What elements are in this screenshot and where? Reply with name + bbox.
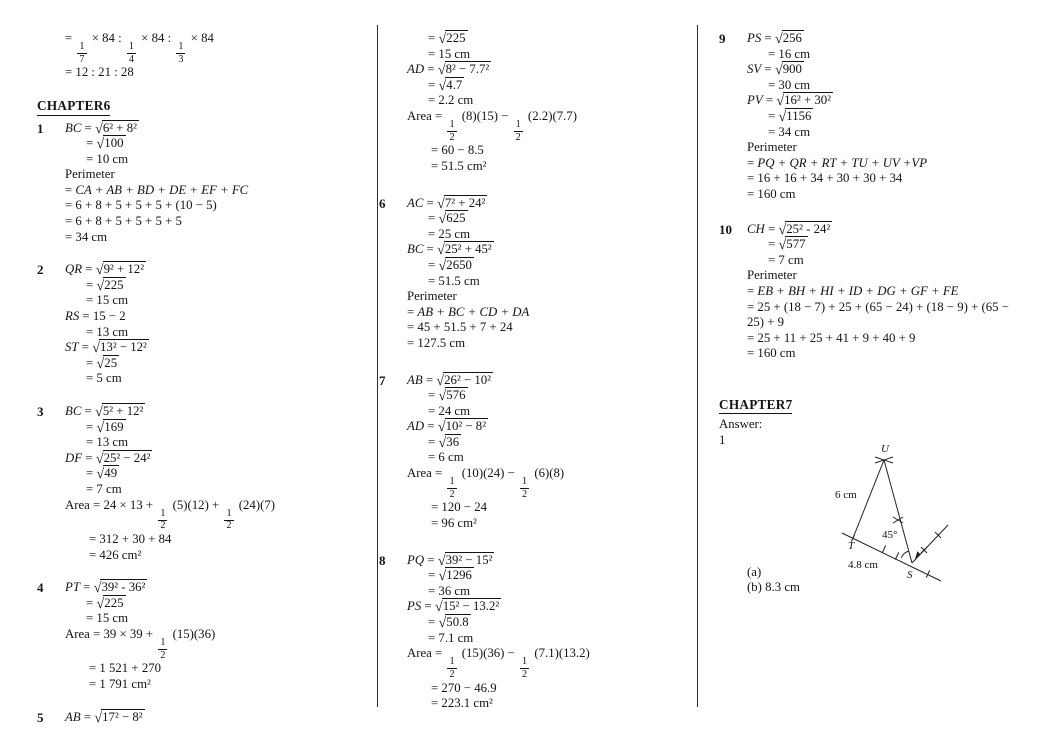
math-line: = 270 − 46.9 — [431, 680, 497, 695]
italic-variable: EB + BH + HI + ID + DG + GF + FE — [757, 283, 959, 298]
fraction — [127, 42, 136, 65]
vertex-label-T: T — [848, 540, 855, 552]
radicand: 1296 — [446, 568, 472, 583]
square-root — [438, 553, 495, 567]
math-line: = 5 cm — [86, 371, 122, 386]
radicand: 100 — [104, 136, 124, 151]
problem-number: 1 — [37, 120, 44, 136]
math-line: = √625 — [428, 211, 466, 228]
math-line: = 1 791 cm² — [89, 676, 151, 691]
radicand: 6² + 8² — [102, 120, 137, 135]
column-divider-right — [697, 25, 698, 707]
denominator: 2 — [515, 131, 521, 143]
math-line: DF = √25² − 24² — [65, 450, 151, 467]
italic-variable: RS — [65, 309, 80, 324]
radical-sign: √ — [778, 108, 787, 125]
radical-sign: √ — [96, 136, 105, 153]
radicand: 26² − 10² — [444, 372, 492, 387]
square-root — [438, 31, 467, 45]
math-line: = 312 + 30 + 84 — [89, 531, 172, 546]
italic-variable: AD — [407, 419, 425, 434]
math-line: Area = 39 × 39 + $\frac{1}{2}$ (15)(36) — [65, 626, 216, 661]
math-line: = 34 cm — [768, 124, 811, 139]
square-root — [437, 62, 492, 79]
math-line: = 51.5 cm — [428, 273, 480, 288]
problem-4 — [37, 580, 375, 692]
italic-variable: QR — [65, 262, 83, 277]
italic-variable: PQ — [407, 552, 425, 567]
math-line: = 13 cm — [86, 435, 129, 450]
square-root — [94, 710, 144, 724]
denominator: 2 — [449, 131, 455, 143]
radicand: 49 — [104, 466, 118, 481]
radicand: 1156 — [786, 108, 812, 123]
math-line: = CA + AB + BD + DE + EF + FC — [65, 182, 249, 197]
math-line: = 10 cm — [86, 151, 129, 166]
italic-variable: AB — [407, 372, 423, 387]
square-root — [438, 435, 461, 449]
problem-2 — [37, 262, 375, 387]
math-line: = √100 — [86, 136, 124, 153]
math-line: AB = √26² − 10² — [407, 372, 492, 389]
math-line: = 51.5 cm² — [431, 158, 487, 173]
fraction — [447, 120, 456, 143]
radical-sign: √ — [93, 580, 102, 597]
problem-8 — [379, 553, 695, 712]
math-line: CH = √25² - 24² — [747, 221, 831, 238]
numerator: 1 — [514, 120, 523, 132]
italic-variable: PS — [747, 31, 762, 45]
numerator: 1 — [520, 657, 529, 669]
math-line: = √225 — [86, 277, 124, 294]
math-line: = 6 + 8 + 5 + 5 + 5 + 5 — [65, 214, 182, 229]
math-line: AC = √7² + 24² — [407, 195, 486, 212]
problem-number: 6 — [379, 195, 386, 211]
math-line: = 1 521 + 270 — [89, 661, 162, 676]
denominator: 2 — [449, 488, 455, 500]
radicand: 225 — [104, 595, 124, 610]
numerator: 1 — [176, 42, 185, 54]
radicand: 576 — [446, 388, 466, 403]
fraction — [158, 638, 167, 661]
square-root — [92, 340, 149, 357]
square-root — [96, 278, 125, 292]
math-line: Perimeter — [747, 268, 797, 283]
ratio-continuation — [37, 31, 375, 81]
radical-sign: √ — [438, 257, 447, 274]
math-line: = 16 + 16 + 34 + 30 + 30 + 34 — [747, 171, 903, 186]
italic-variable: PQ + QR + RT + TU + UV +VP — [757, 155, 928, 170]
fraction — [158, 509, 167, 532]
radical-sign: √ — [94, 709, 103, 726]
fraction — [77, 42, 86, 65]
math-line: BC = √25² + 45² — [407, 242, 492, 259]
square-root — [438, 615, 470, 632]
radicand: 17² − 8² — [102, 709, 143, 724]
radical-sign: √ — [436, 195, 445, 212]
radicand: 39² - 36² — [101, 580, 146, 595]
square-root — [436, 373, 493, 387]
problem-number: 10 — [719, 221, 732, 237]
problem-number: 5 — [37, 709, 44, 725]
math-line: = 223.1 cm² — [431, 696, 493, 711]
square-root — [93, 580, 148, 597]
math-line: = √36 — [428, 434, 460, 451]
problem-10 — [719, 222, 1051, 362]
radical-sign: √ — [438, 568, 447, 585]
problem-5 — [37, 710, 375, 726]
radicand: 577 — [786, 237, 806, 252]
problem-number: 3 — [37, 404, 44, 419]
radicand: 256 — [782, 31, 802, 45]
math-line: (a) — [747, 564, 762, 579]
math-line: = 13 cm — [86, 324, 129, 339]
square-root — [778, 109, 813, 123]
problem-9 — [719, 31, 1051, 203]
square-root — [778, 222, 832, 236]
numerator: 1 — [158, 509, 167, 521]
problem-number: 9 — [719, 31, 726, 46]
math-line: = 34 cm — [65, 229, 108, 244]
square-root — [95, 121, 139, 135]
math-line: PS = √256 — [747, 31, 802, 47]
denominator: 2 — [522, 668, 528, 680]
square-root — [96, 466, 119, 483]
square-root — [96, 356, 119, 370]
radical-sign: √ — [438, 31, 447, 47]
column-1 — [37, 0, 375, 742]
italic-variable: DF — [65, 450, 83, 465]
chapter6-heading — [37, 98, 375, 119]
math-line: = √25 — [86, 355, 118, 372]
math-line: Perimeter — [65, 167, 115, 182]
math-line: = 2.2 cm — [428, 93, 474, 108]
italic-variable: PT — [65, 580, 80, 595]
math-line: (b) 8.3 cm — [747, 580, 800, 595]
square-root — [96, 420, 125, 434]
denominator: 2 — [160, 520, 166, 532]
math-line: Perimeter — [747, 140, 797, 155]
radical-sign: √ — [437, 419, 446, 436]
radical-sign: √ — [438, 434, 447, 451]
square-root — [96, 136, 125, 153]
italic-variable: AB — [65, 709, 81, 724]
math-line: SV = √900 — [747, 62, 802, 79]
math-line: BC = √6² + 8² — [65, 120, 137, 137]
numerator: 1 — [127, 42, 136, 54]
math-line: = 160 cm — [747, 346, 796, 361]
radical-sign: √ — [774, 31, 783, 47]
math-line: = √225 — [86, 595, 124, 612]
triangle-construction-diagram — [830, 438, 962, 594]
chapter-heading: CHAPTER6 — [37, 98, 110, 116]
side-UT — [853, 460, 884, 538]
square-root — [96, 596, 125, 610]
side-length-label: 6 cm — [835, 489, 857, 501]
math-line: Answer: — [719, 417, 763, 432]
column-divider-left — [377, 25, 378, 707]
italic-variable: AD — [407, 62, 425, 77]
math-line: = √50.8 — [428, 615, 469, 632]
problem-number: 8 — [379, 552, 386, 568]
math-line: 1 — [719, 432, 726, 447]
math-line: = √225 — [428, 31, 466, 47]
math-line: Perimeter — [407, 289, 457, 304]
radical-sign: √ — [96, 595, 105, 612]
radical-sign: √ — [776, 93, 785, 110]
square-root — [436, 242, 494, 259]
math-line: = 25 cm — [428, 226, 471, 241]
math-line: AD = √8² − 7.7² — [407, 62, 490, 79]
radical-sign: √ — [434, 599, 443, 616]
denominator: 2 — [522, 488, 528, 500]
radicand: 225 — [104, 277, 124, 292]
fraction — [514, 120, 523, 143]
math-line: = 12 : 21 : 28 — [65, 65, 134, 80]
numerator: 1 — [224, 509, 233, 521]
chapter-heading: CHAPTER7 — [719, 397, 792, 415]
math-line: = 7.1 cm — [428, 630, 474, 645]
radical-sign: √ — [778, 237, 787, 254]
square-root — [438, 211, 467, 228]
math-line: QR = √9² + 12² — [65, 262, 145, 279]
radicand: 8² − 7.7² — [445, 62, 490, 77]
math-line: = √577 — [768, 237, 806, 254]
math-line: = √4.7 — [428, 77, 463, 94]
italic-variable: PV — [747, 93, 763, 108]
math-line: = 6 cm — [428, 450, 464, 465]
numerator: 1 — [77, 42, 86, 54]
math-line: PT = √39² - 36² — [65, 580, 146, 597]
square-root — [776, 93, 833, 110]
radical-sign: √ — [94, 404, 103, 420]
math-line: = 25 + 11 + 25 + 41 + 9 + 40 + 9 — [747, 330, 916, 345]
radical-sign: √ — [438, 615, 447, 632]
angle-label: 45° — [882, 529, 898, 541]
radical-sign: √ — [774, 62, 783, 79]
math-line: = 36 cm — [428, 583, 471, 598]
problem-5-continued — [379, 31, 695, 175]
denominator: 3 — [178, 53, 184, 65]
math-line: ST = √13² − 12² — [65, 340, 147, 357]
italic-variable: BC — [65, 120, 82, 135]
numerator: 1 — [158, 638, 167, 650]
math-line: = 15 cm — [86, 293, 129, 308]
radical-sign: √ — [96, 466, 105, 483]
radicand: 10² − 8² — [445, 419, 487, 434]
fraction — [176, 42, 185, 65]
math-line: = 60 − 8.5 — [431, 143, 484, 158]
math-line: Area = 24 × 13 + $\frac{1}{2}$ (5)(12) + $\frac{1}{2}$ (24)(7) — [65, 497, 276, 532]
radical-sign: √ — [436, 242, 445, 259]
math-line: PQ = √39² − 15² — [407, 552, 493, 569]
radical-sign: √ — [96, 355, 105, 372]
base-length-label: 4.8 cm — [848, 559, 878, 571]
tick-base — [895, 552, 898, 559]
italic-variable: AC — [407, 195, 424, 210]
math-line: = √169 — [86, 419, 124, 436]
math-line: = 24 cm — [428, 403, 471, 418]
math-line: PV = √16² + 30² — [747, 93, 832, 110]
radicand: 16² + 30² — [784, 93, 832, 108]
italic-variable: PS — [407, 599, 422, 614]
math-line: = √2650 — [428, 257, 472, 274]
denominator: 4 — [128, 53, 134, 65]
math-line: = AB + BC + CD + DA — [407, 304, 530, 319]
math-line: Area = $\frac{1}{2}$ (10)(24) − $\frac{1}{2}$ (6)(8) — [407, 466, 565, 500]
radicand: 25² + 45² — [444, 242, 492, 257]
italic-variable: AB + BC + CD + DA — [417, 304, 530, 319]
denominator: 7 — [79, 53, 85, 65]
radicand: 169 — [104, 419, 124, 434]
math-line: = 6 + 8 + 5 + 5 + 5 + (10 − 5) — [65, 198, 217, 213]
radical-sign: √ — [95, 450, 104, 467]
radicand: 25 — [104, 355, 118, 370]
problem-number: 7 — [379, 372, 386, 388]
math-line: Area = $\frac{1}{2}$ (8)(15) − $\frac{1}{2}$ (2.2)(7.7) — [407, 108, 577, 143]
math-line: = 96 cm² — [431, 516, 477, 531]
radicand: 7² + 24² — [444, 195, 486, 210]
radical-sign: √ — [437, 62, 446, 79]
vertex-label-S: S — [907, 569, 913, 581]
radical-sign: √ — [436, 372, 445, 389]
problem-number: 2 — [37, 262, 44, 278]
fraction — [447, 477, 456, 500]
square-root — [438, 568, 473, 585]
problem-6 — [379, 196, 695, 352]
math-line: = √1296 — [428, 568, 472, 585]
radicand: 9² + 12² — [103, 262, 145, 277]
math-line: RS = 15 − 2 — [65, 309, 126, 324]
fraction — [520, 477, 529, 500]
math-line: = 120 − 24 — [431, 500, 488, 515]
angle-arc-S — [901, 551, 909, 558]
radical-sign: √ — [438, 388, 447, 405]
tick-base — [882, 545, 885, 552]
math-line: = $\frac{1}{7}$ × 84 : $\frac{1}{4}$ × 84 : $\frac{1}{3}$ × 84 — [65, 31, 214, 65]
math-line: = 426 cm² — [89, 547, 142, 562]
math-line: = 7 cm — [86, 481, 122, 496]
problem-7 — [379, 373, 695, 532]
radicand: 36 — [446, 434, 460, 449]
square-root — [775, 31, 804, 45]
numerator: 1 — [447, 657, 456, 669]
math-line: = 30 cm — [768, 77, 811, 92]
math-line: PS = √15² − 13.2² — [407, 599, 500, 616]
math-line: AD = √10² − 8² — [407, 419, 487, 436]
math-line: = 16 cm — [768, 46, 811, 61]
problem-number: 4 — [37, 580, 44, 596]
radical-sign: √ — [92, 340, 101, 357]
math-line: 25) + 9 — [747, 315, 785, 330]
square-root — [438, 388, 467, 405]
math-line: = 45 + 51.5 + 7 + 24 — [407, 320, 513, 335]
radicand: 625 — [446, 211, 466, 226]
radicand: 2650 — [446, 257, 472, 272]
square-root — [96, 451, 153, 465]
math-line: = 25 + (18 − 7) + 25 + (65 − 24) + (18 − 9) + (65 − — [747, 299, 1009, 314]
radical-sign: √ — [96, 277, 105, 294]
fraction — [224, 509, 233, 532]
math-line: = √49 — [86, 466, 118, 483]
radicand: 39² − 15² — [445, 552, 493, 567]
square-root — [438, 78, 464, 92]
radical-sign: √ — [438, 211, 447, 228]
square-root — [95, 262, 146, 279]
radicand: 25² - 24² — [786, 221, 831, 236]
math-line: = EB + BH + HI + ID + DG + GF + FE — [747, 283, 959, 298]
math-line: = √1156 — [768, 108, 812, 125]
radical-sign: √ — [438, 77, 447, 94]
math-line: = 15 cm — [86, 611, 129, 626]
square-root — [437, 419, 488, 436]
problem-3 — [37, 404, 375, 563]
radicand: 13² − 12² — [100, 340, 147, 355]
italic-variable: ST — [65, 340, 79, 355]
italic-variable: SV — [747, 62, 762, 77]
italic-variable: BC — [407, 242, 424, 257]
math-line: BC = √5² + 12² — [65, 404, 144, 420]
italic-variable: CA + AB + BD + DE + EF + FC — [75, 182, 249, 197]
fraction — [447, 657, 456, 680]
math-line: = 160 cm — [747, 186, 796, 201]
math-line: Area = $\frac{1}{2}$ (15)(36) − $\frac{1}{2}$ (7.1)(13.2) — [407, 646, 590, 680]
math-line: AB = √17² − 8² — [65, 709, 143, 726]
square-root — [434, 599, 501, 616]
numerator: 1 — [447, 477, 456, 489]
radicand: 5² + 12² — [102, 404, 144, 418]
radicand: 900 — [782, 62, 802, 77]
radical-sign: √ — [437, 552, 446, 569]
square-root — [778, 237, 807, 254]
fraction — [520, 657, 529, 680]
vertex-label-U: U — [881, 443, 889, 455]
math-line: = PQ + QR + RT + TU + UV +VP — [747, 155, 928, 170]
math-line: = √576 — [428, 388, 466, 405]
radical-sign: √ — [778, 221, 787, 238]
square-root — [438, 258, 473, 272]
radicand: 15² − 13.2² — [442, 599, 500, 614]
column-2 — [379, 0, 695, 733]
numerator: 1 — [520, 477, 529, 489]
italic-variable: BC — [65, 404, 82, 418]
italic-variable: CH — [747, 221, 765, 236]
square-root — [95, 404, 145, 418]
numerator: 1 — [447, 120, 456, 132]
radical-sign: √ — [95, 262, 104, 279]
denominator: 2 — [449, 668, 455, 680]
math-line: = 7 cm — [768, 252, 804, 267]
denominator: 2 — [226, 520, 232, 532]
radicand: 4.7 — [446, 77, 463, 92]
square-root — [437, 196, 487, 210]
side-US — [884, 460, 912, 563]
radicand: 225 — [446, 31, 466, 45]
radicand: 25² − 24² — [103, 450, 151, 465]
radical-sign: √ — [96, 419, 105, 436]
radicand: 50.8 — [446, 615, 469, 630]
radical-sign: √ — [94, 120, 103, 137]
denominator: 2 — [160, 649, 166, 661]
math-line: = 15 cm — [428, 46, 471, 61]
math-line: = 127.5 cm — [407, 335, 466, 350]
problem-1 — [37, 121, 375, 246]
